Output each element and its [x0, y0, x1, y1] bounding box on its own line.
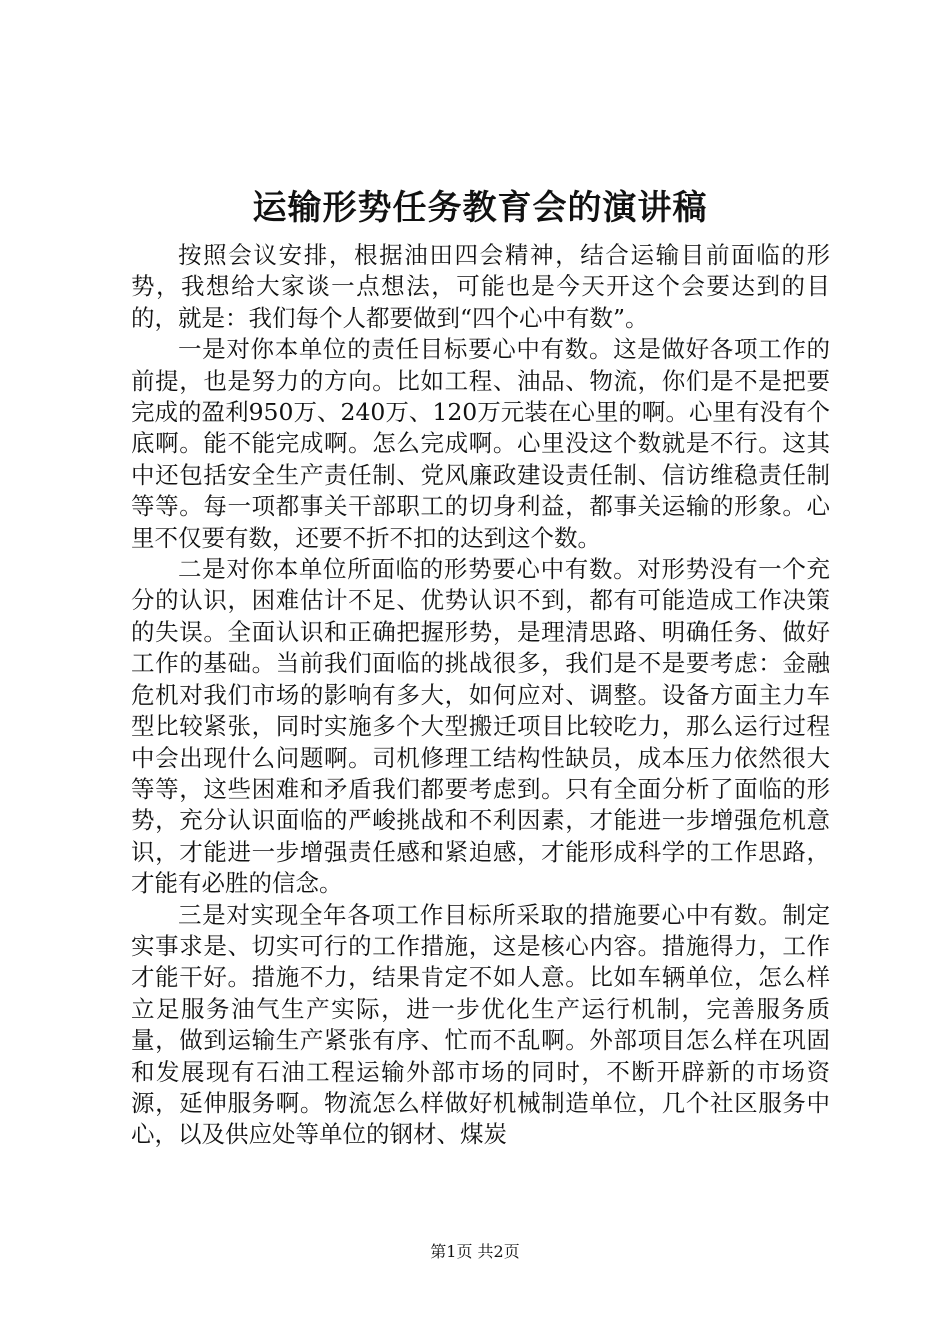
- document-title: 运输形势任务教育会的演讲稿: [252, 188, 708, 228]
- paragraph-intro: 按照会议安排，根据油田四会精神，结合运输目前面临的形势，我想给大家谈一点想法，可能也是今天开这个会要达到的目的，就是：我们每个人都要做到“四个心中有数”。: [131, 241, 830, 332]
- paragraph-point-three: 三是对实现全年各项工作目标所采取的措施要心中有数。制定实事求是、切实可行的工作措施，这是核心内容。措施得力，工作才能干好。措施不力，结果肯定不如人意。比如车辆单位，怎么样立足服务油气生产实际，进一步优化生产运行机制，完善服务质量，做到运输生产紧张有序、忙而不乱啊。外部项目怎么样在巩固和发展现有石油工程运输外部市场的同时，不断开辟新的市场资源，延伸服务啊。物流怎么样做好机械制造单位，几个社区服务中心，以及供应处等单位的钢材、煤炭: [131, 900, 830, 1149]
- paragraph-point-two: 二是对你本单位所面临的形势要心中有数。对形势没有一个充分的认识，困难估计不足、优势认识不到，都有可能造成工作决策的失误。全面认识和正确把握形势，是理清思路、明确任务、做好工作的基础。当前我们面临的挑战很多，我们是不是要考虑：金融危机对我们市场的影响有多大，如何应对、调整。设备方面主力车型比较紧张，同时实施多个大型搬迁项目比较吃力，那么运行过程中会出现什么问题啊。司机修理工结构性缺员，成本压力依然很大等等，这些困难和矛盾我们都要考虑到。只有全面分析了面临的形势，充分认识面临的严峻挑战和不利因素，才能进一步增强危机意识，才能进一步增强责任感和紧迫感，才能形成科学的工作思路，才能有必胜的信念。: [131, 555, 830, 898]
- document-body: [131, 240, 830, 1151]
- paragraph-point-one: 一是对你本单位的责任目标要心中有数。这是做好各项工作的前提，也是努力的方向。比如工程、油品、物流，你们是不是把要完成的盈利950万、240万、120万元装在心里的啊。心里有没有个底啊。能不能完成啊。怎么完成啊。心里没这个数就是不行。这其中还包括安全生产责任制、党风廉政建设责任制、信访维稳责任制等等。每一项都事关干部职工的切身利益，都事关运输的形象。心里不仅要有数，还要不折不扣的达到这个数。: [131, 335, 830, 552]
- page-number-footer: 第1页 共2页: [430, 1242, 520, 1261]
